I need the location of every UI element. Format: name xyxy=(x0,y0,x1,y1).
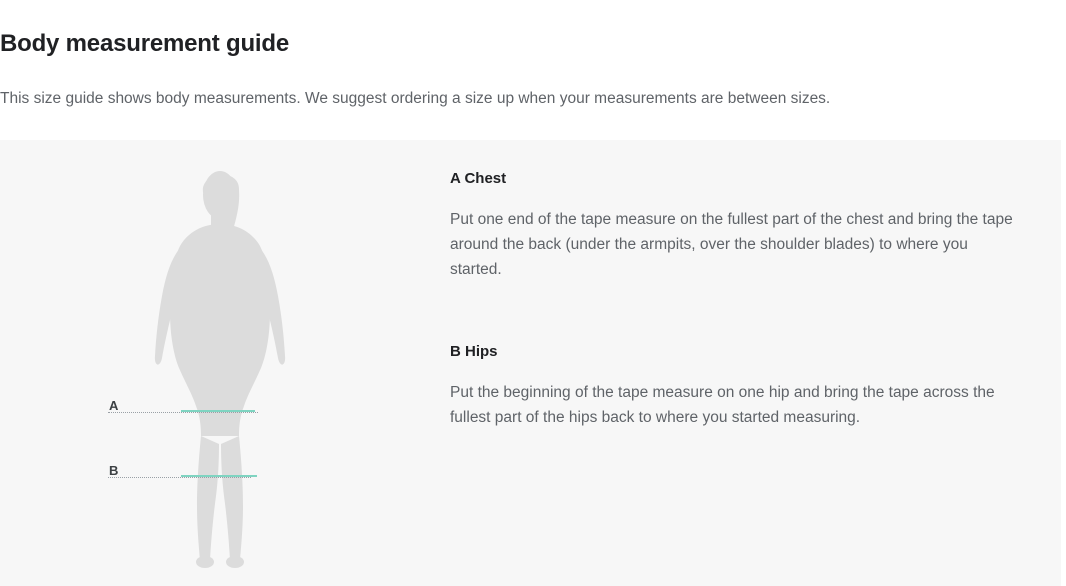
page-subtitle: This size guide shows body measurements. We suggest ordering a size up when your measurements are between sizes. xyxy=(0,89,831,107)
body-figure xyxy=(100,170,400,570)
section-body-hips: Put the beginning of the tape measure on one hip and bring the tape across the fullest part of the hips back to where you started measuring. xyxy=(450,384,995,426)
female-silhouette-icon xyxy=(100,170,400,570)
page-title: Body measurement guide xyxy=(0,30,290,58)
section-heading-chest: A Chest xyxy=(450,170,507,187)
measure-line-hips xyxy=(181,475,257,477)
guide-panel xyxy=(0,140,1061,586)
leader-line-b xyxy=(108,477,251,478)
section-hips xyxy=(450,343,1030,430)
marker-label-b: B xyxy=(109,463,119,478)
leader-line-a xyxy=(108,412,258,413)
instructions-column xyxy=(450,170,1030,430)
section-chest xyxy=(450,170,1030,282)
section-body-chest: Put one end of the tape measure on the fullest part of the chest and bring the tape around the back (under the armpits, over the shoulder blades) to where you started. xyxy=(450,211,1013,278)
marker-label-a: A xyxy=(109,398,119,413)
section-heading-hips: B Hips xyxy=(450,343,498,360)
measure-line-chest xyxy=(181,410,255,412)
